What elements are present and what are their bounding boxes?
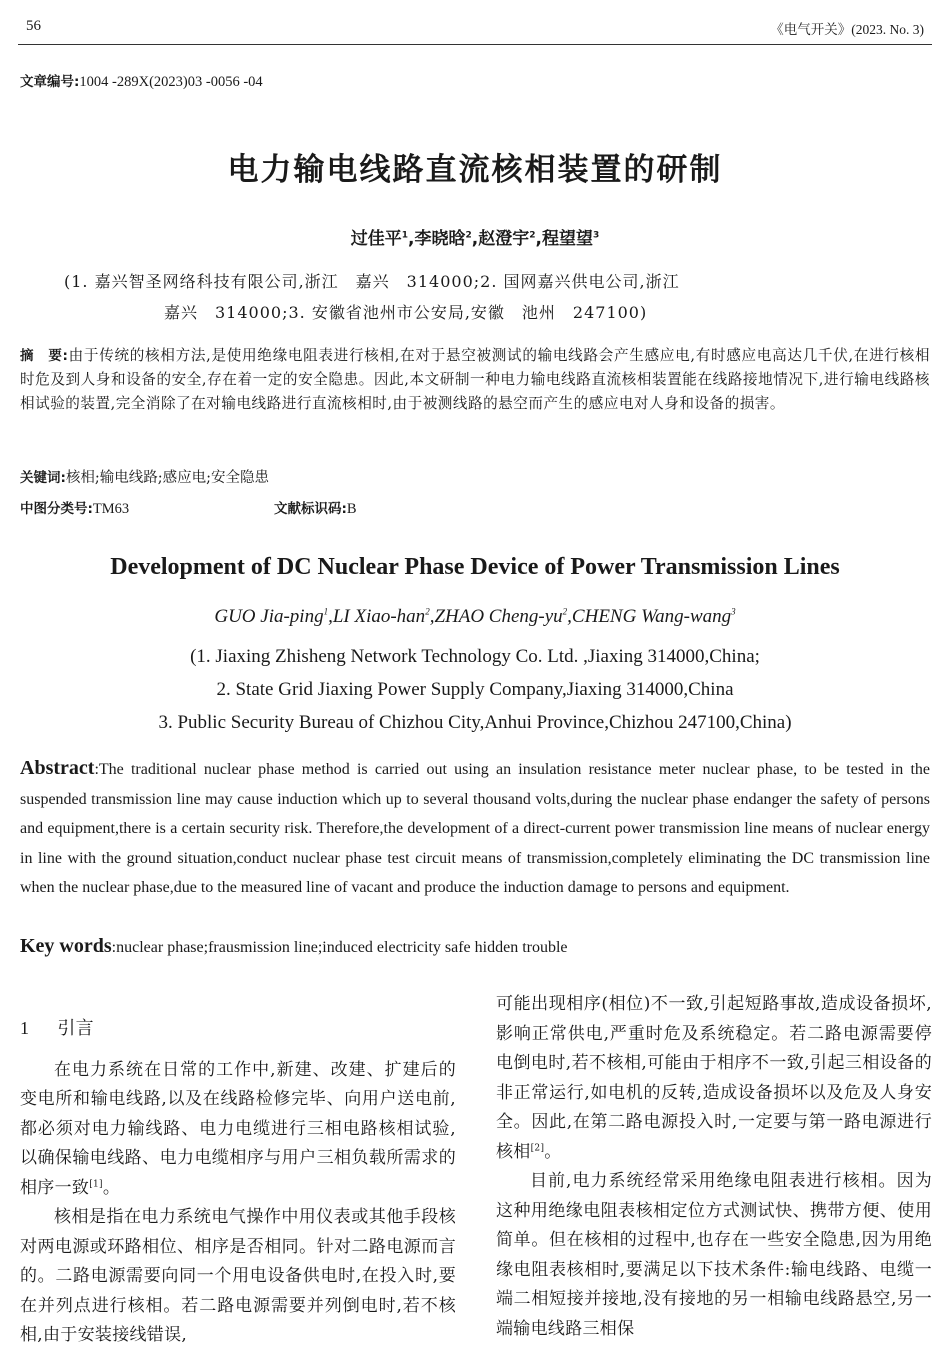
keywords-cn-text: 核相;输电线路;感应电;安全隐患: [65, 470, 270, 486]
paragraph: [20, 1056, 456, 1204]
title-en: Development of DC Nuclear Phase Device of Power Transmission Lines: [110, 554, 840, 580]
author-sup: 2: [425, 606, 430, 617]
author-en: ,LI Xiao-han: [328, 606, 426, 627]
classification: [20, 497, 129, 518]
header-rule: [18, 44, 932, 45]
classification-label: 中图分类号:: [20, 501, 93, 517]
affiliation-en-line: 3. Public Security Bureau of Chizhou City,Anhui Province,Chizhou 247100,China): [158, 712, 792, 733]
author-sup: 2: [529, 230, 536, 241]
author-sup: 3: [731, 606, 736, 617]
classification-value: TM63: [92, 501, 130, 517]
abstract-en-label: Abstract: [20, 757, 95, 779]
author-cn: 过佳平: [350, 229, 402, 249]
paragraph-text: 可能出现相序(相位)不一致,引起短路事故,造成设备损坏,影响正常供电,严重时危及系统稳定。若二路电源需要停电倒电时,若不核相,可能由于相序不一致,引起三相设备的非正常运行,如电机的反转,造成设备损坏以及危及人身安全。因此,在第二路电源投入时,一定要与第一路电源进行核相: [496, 994, 932, 1162]
title-cn: 电力输电线路直流核相装置的研制: [227, 152, 723, 188]
keywords-en: [20, 935, 568, 958]
article-number-label: 文章编号:: [20, 74, 80, 90]
article-number-value: 1004 -289X(2023)03 -0056 -04: [79, 74, 263, 90]
body-column-left: [20, 1014, 456, 1351]
paragraph: 核相是指在电力系统电气操作中用仪表或其他手段核对两电源或环路相位、相序是否相同。针对二路电源而言的。二路电源需要向同一个用电设备供电时,在投入时,要在并列点进行核相。若二路电源需要并列倒电时,若不核相,由于安装接线错误,: [20, 1207, 456, 1345]
affiliations-en: [0, 640, 950, 739]
author-cn: ,程望望: [535, 229, 593, 249]
author-sup: 2: [465, 230, 472, 241]
abstract-cn-text: 由于传统的核相方法,是使用绝缘电阻表进行核相,在对于悬空被测试的输电线路会产生感应电,有时感应电高达几千伏,在进行核相时危及到人身和设备的安全,存在着一定的安全隐患。因此,本文研制一种电力输电线路直流核相装置能在线路接地情况下,进行输电线路核相试验的装置,完全消除了在对输电线路进行直流核相时,由于被测线路的悬空而产生的感应电对人身和设备的损害。: [20, 347, 930, 412]
abstract-cn-label: 摘 要:: [20, 348, 69, 364]
paragraph-end: 。: [544, 1141, 562, 1162]
section-title: 引言: [57, 1018, 94, 1039]
abstract-cn: [20, 344, 930, 416]
paragraph-text: 在电力系统在日常的工作中,新建、改建、扩建后的变电所和输电线路,以及在线路检修完毕、向用户送电前,都必须对电力输线路、电力电缆进行三相电路核相试验,以确保输电线路、电力电缆相序与用户三相负载所需求的相序一致: [20, 1059, 456, 1198]
section-number: 1: [20, 1018, 30, 1038]
authors-en: [0, 606, 950, 628]
keywords-en-label: Key words: [20, 935, 112, 957]
author-en: ,CHENG Wang-wang: [567, 606, 732, 627]
keywords-en-text: :nuclear phase;frausmission line;induced electricity safe hidden trouble: [111, 939, 568, 956]
keywords-cn: [20, 466, 269, 487]
paragraph: 目前,电力系统经常采用绝缘电阻表进行核相。因为这种用绝缘电阻表核相定位方式测试快、携带方便、使用简单。但在核相的过程中,也存在一些安全隐患,因为用绝缘电阻表核相时,要满足以下技术条件:输电线路、电缆一端二相短接并接地,没有接地的另一相输电线路悬空,另一端输电线路三相保: [496, 1171, 932, 1339]
article-number: [20, 70, 263, 91]
document-code-label: 文献标识码:: [274, 501, 347, 517]
author-en: ,ZHAO Cheng-yu: [429, 606, 563, 627]
paragraph-end: 。: [102, 1177, 121, 1198]
author-sup: 1: [401, 230, 409, 241]
journal-name: 《电气开关》(2023. No. 3): [770, 22, 924, 37]
citation: [2]: [530, 1142, 545, 1153]
paragraph: [496, 990, 932, 1167]
abstract-en: [20, 754, 930, 903]
citation: [1]: [89, 1178, 103, 1189]
author-en: GUO Jia-ping: [214, 606, 324, 627]
affiliation-en-line: 2. State Grid Jiaxing Power Supply Company,Jiaxing 314000,China: [216, 679, 734, 700]
author-cn: ,赵澄宇: [471, 229, 530, 249]
author-cn: ,李晓晗: [408, 229, 466, 249]
keywords-cn-label: 关键词:: [20, 470, 66, 486]
page-number: 56: [26, 18, 41, 34]
authors-cn: [0, 224, 950, 249]
affiliation-cn-line1: (1. 嘉兴智圣网络科技有限公司,浙江 嘉兴 314000;2. 国网嘉兴供电公司,浙江: [64, 272, 680, 291]
section-heading: [20, 1014, 456, 1044]
affiliations-cn: [64, 266, 894, 328]
author-sup: 3: [592, 230, 600, 241]
document-code: [274, 497, 357, 518]
body-column-right: [496, 990, 932, 1344]
author-sup: 2: [562, 606, 568, 617]
document-code-value: B: [346, 501, 357, 517]
author-sup: 1: [323, 606, 329, 617]
affiliation-en-line: (1. Jiaxing Zhisheng Network Technology Co. Ltd. ,Jiaxing 314000,China;: [190, 646, 760, 667]
abstract-en-text: :The traditional nuclear phase method is carried out using an insulation resistance meter nuclear phase, to be tested in the suspended transmission line may cause induction which up to several thousand volts,during the nuclear phase endanger the safety of persons and equipment,there is a certain security risk. Therefore,the development of a direct-current power transmission line means of nuclear energy in line with the ground situation,conduct nuclear phase test circuit means of transmission,completely eliminating the DC transmission line when the nuclear phase,due to the measured line of vacant and produce the induction damage to persons and equipment.: [20, 761, 930, 897]
affiliation-cn-line2: 嘉兴 314000;3. 安徽省池州市公安局,安徽 池州 247100): [164, 303, 648, 322]
